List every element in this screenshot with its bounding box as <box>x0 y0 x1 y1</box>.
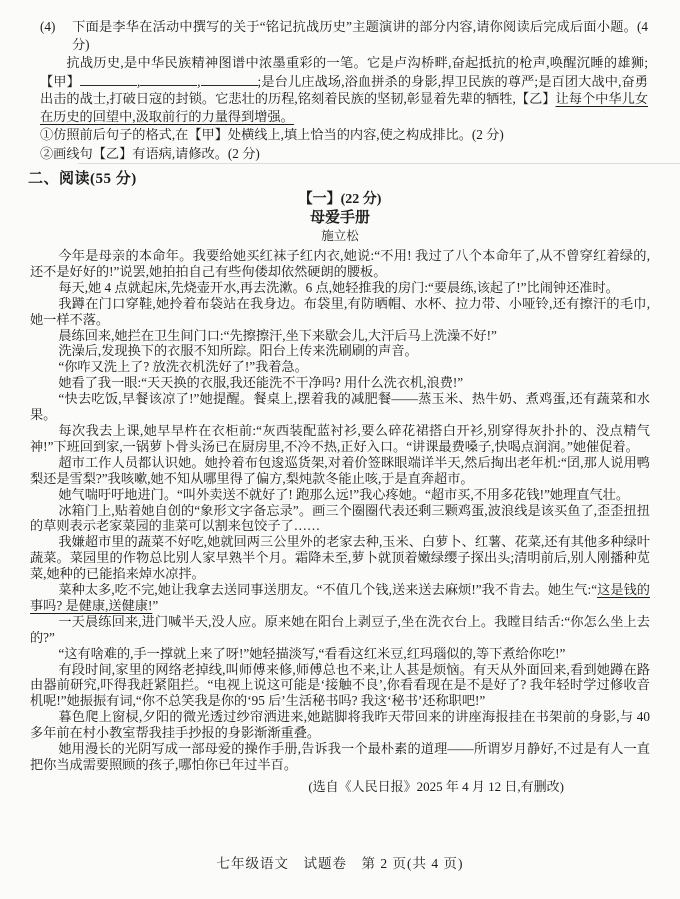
question-4-block <box>40 18 648 162</box>
question-4-intro-text: 下面是李华在活动中撰写的关于“铭记抗战历史”主题演讲的部分内容,请你阅读后完成后面小题。(4 分) <box>72 19 648 52</box>
essay-paragraph <box>30 248 650 280</box>
text-segment: 每次我去上课,她早早杵在衣柜前:“灰西装配蓝衬衫,要么碎花裙搭白开衫,别穿得灰扑扑的、没点精气神!”下班回到家,一锅萝卜骨头汤已在厨房里,不冷不热,正好入口。“讲课最费嗓子,快喝点润润。”她催促着。 <box>30 422 650 454</box>
essay-paragraph <box>30 709 650 741</box>
sub-question-2: ②画线句【乙】有语病,请修改。(2 分) <box>40 145 260 161</box>
text-segment: 洗澡后,发现换下的衣服不知所踪。阳台上传来洗刷刷的声音。 <box>58 343 418 359</box>
text-segment: 一天晨练回来,进门喊半天,没人应。原来她在阳台上剥豆子,坐在洗衣台上。我瞠目结舌:“你怎么坐上去的?” <box>30 613 650 645</box>
essay-paragraph <box>30 487 650 503</box>
fill-in-blank-line[interactable] <box>201 72 258 86</box>
question-4-passage <box>40 54 648 125</box>
text-segment: “快去吃饭,早餐该凉了!”她提醒。餐桌上,摆着我的减肥餐——蒸玉米、热牛奶、煮鸡蛋,还有蔬菜和水果。 <box>30 391 650 423</box>
page-content <box>30 18 650 795</box>
essay-title: 母爱手册 <box>309 210 370 226</box>
text-segment: “这有啥难的,手一撑就上来了呀!”她轻描淡写,“看看这红米豆,红玛瑙似的,等下煮给你吃!” <box>58 645 566 661</box>
question-4-number: (4) <box>40 19 56 34</box>
essay-paragraph <box>30 391 650 423</box>
text-segment: 抗战历史,是中华民族精神图谱中浓墨重彩的一笔。它是卢沟桥畔,奋起抵抗的枪声,唤醒沉睡的雄狮;【甲】 <box>40 55 648 89</box>
essay-paragraph <box>30 582 650 614</box>
text-segment: 她用漫长的光阴写成一部母爱的操作手册,告诉我一个最朴素的道理——所谓岁月静好,不过是有人一直把你当成需要照顾的孩子,哪怕你已年过半百。 <box>30 741 650 772</box>
essay-paragraph <box>30 375 650 391</box>
text-segment: 晨练回来,她拦在卫生间门口:“先擦擦汗,坐下来歇会儿,大汗后马上洗澡不好!” <box>58 327 497 343</box>
essay-paragraph <box>30 280 650 296</box>
text-segment: “你咋又洗上了? 放洗衣机洗好了!”我着急。 <box>58 359 308 375</box>
text-segment: 每天,她 4 点就起床,先烧壶开水,再去洗漱。6 点,她轻推我的房门:“要晨练,该起了!”比闹钟还准时。 <box>58 279 619 295</box>
essay-paragraph <box>30 328 650 344</box>
text-segment: 超市工作人员都认识她。她拎着布包逡巡货架,对着价签眯眼端详半天,然后掏出老年机:“囝,那人说用鸭梨还是雪梨?”我咳嗽,她不知从哪里得了偏方,梨炖款冬能止咳,于是直奔超市。 <box>30 454 650 486</box>
text-segment: 她气喘吁吁地进门。“叫外卖送不就好了! 跑那么远!”我心疼她。“超市买,不用多花钱!”她理直气壮。 <box>58 486 630 502</box>
essay-paragraph <box>30 614 650 646</box>
text-segment: 冰箱门上,贴着她自创的“象形文字备忘录”。画三个圈圈代表还剩三颗鸡蛋,波浪线是该买鱼了,歪歪扭扭的草则表示老家菜园的韭菜可以割来包饺子了…… <box>30 502 650 534</box>
text-segment: 暮色爬上窗棂,夕阳的微光透过纱帘洒进来,她踮脚将我昨天带回来的讲座海报挂在书架前的身影,与 40 多年前在村小教室帮我挂手抄报的身影渐渐重叠。 <box>30 709 650 741</box>
essay-paragraph <box>30 343 650 359</box>
essay-paragraph <box>30 741 650 773</box>
text-segment: 今年是母亲的本命年。我要给她买红袜子红内衣,她说:“不用! 我过了八个本命年了,从不曾穿红着绿的,还不是好好的!”说罢,她拍拍自己有些佝偻却依然硬朗的腰板。 <box>30 248 650 279</box>
text-segment: 有段时间,家里的网络老掉线,叫师傅来修,师傅总也不来,让人甚是烦恼。有天从外面回来,看到她蹲在路由器前研究,吓得我赶紧阻拦。“电视上说这可能是‘接触不良’,你看看现在是不是好了? 我年轻时学过修收音机呢!”她振振有词,“你不总笑我是你的‘95 后’生活秘书吗? 我这‘秘书’还称职吧!” <box>30 661 650 709</box>
text-segment: 菜种太多,吃不完,她让我拿去送同事送朋友。“不值几个钱,送来送去麻烦!”我不肯去。她生气:“ <box>58 582 598 598</box>
section-heading-reading: 二、阅读(55 分) <box>28 171 137 187</box>
essay-paragraph <box>30 503 650 535</box>
fill-in-blank-line[interactable] <box>140 72 197 86</box>
essay-paragraph <box>30 423 650 455</box>
fill-in-blank-line[interactable] <box>80 72 137 86</box>
text-segment: 这是钱的事吗? 是健康,送健康! <box>30 582 650 613</box>
sub-question-1: ①仿照前后句子的格式,在【甲】处横线上,填上恰当的内容,使之构成排比。(2 分) <box>40 127 504 142</box>
text-segment: , <box>136 73 141 89</box>
text-segment: , <box>197 73 201 89</box>
text-segment: 让每个中华儿女在历史的回望中,汲取前行的力量得到增强。 <box>40 91 648 124</box>
essay-paragraph <box>30 662 650 710</box>
essay-attribution: (选自《人民日报》2025 年 4 月 12 日,有删改) <box>308 778 564 794</box>
text-segment: 她看了我一眼:“天天换的衣服,我还能洗不干净吗? 用什么洗衣机,浪费!” <box>58 375 464 391</box>
essay-body <box>30 248 650 773</box>
essay-paragraph <box>30 534 650 582</box>
text-segment: 我嫌超市里的蔬菜不好吃,她就回两三公里外的老家去种,玉米、白萝卜、红薯、花菜,还有其他多种绿叶蔬菜。菜园里的作物总比别人家早熟半个月。霜降未至,萝卜就顶着嫩绿缨子探出头;清明前后,别人刚播种苋菜,她种的已能掐来焯水凉拌。 <box>30 534 650 582</box>
text-segment: ;是台儿庄战场,浴血拼杀的身影,捍卫民族的尊严;是百团大战中,奋勇出击的战士,打破日寇的封锁。它悲壮的历程,铭刻着民族的坚韧,彰显着先辈的牺牲,【乙】 <box>40 73 648 106</box>
essay-paragraph <box>30 296 650 328</box>
text-segment: ” <box>152 597 159 613</box>
essay-author: 施立松 <box>321 229 359 243</box>
essay-paragraph <box>30 455 650 487</box>
text-segment: 我蹲在门口穿鞋,她拎着布袋站在我身边。布袋里,有防晒帽、水杯、拉力带、小哑铃,还有擦汗的毛巾,她一样不落。 <box>30 295 650 327</box>
essay-paragraph <box>30 359 650 375</box>
question-4-intro <box>40 18 648 53</box>
page-footer: 七年级语文 试题卷 第 2 页(共 4 页) <box>216 856 464 871</box>
reading-part-label: 【一】(22 分) <box>298 192 382 207</box>
essay-paragraph <box>30 646 650 662</box>
